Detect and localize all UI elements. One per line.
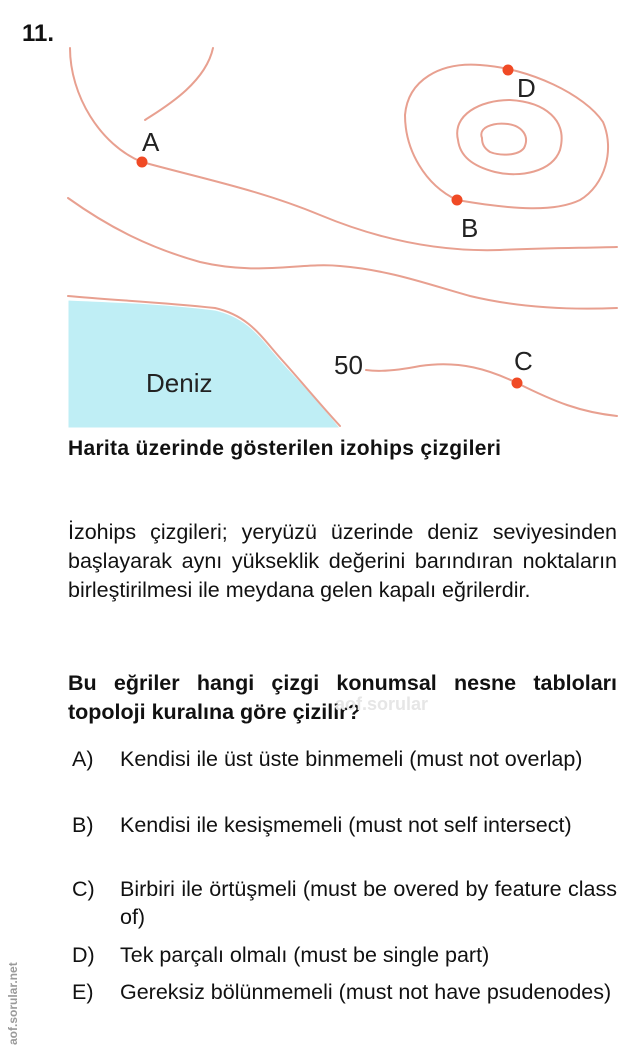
question-text: Bu eğriler hangi çizgi konumsal nesne tabloları topoloji kuralına göre çizilir?	[68, 671, 617, 724]
contour-line	[68, 198, 617, 309]
point-a-label: A	[142, 127, 160, 157]
option-text: Kendisi ile üst üste binmemeli (must not overlap)	[120, 747, 583, 771]
option-text: Birbiri ile örtüşmeli (must be overed by feature class of)	[120, 877, 617, 929]
contour-line	[145, 48, 213, 120]
center-watermark: aof.sorular	[335, 694, 429, 714]
sea-area	[68, 300, 340, 428]
sea-label: Deniz	[146, 368, 213, 398]
point-c-marker	[512, 378, 523, 389]
point-d-label: D	[517, 73, 536, 103]
question-number: 11.	[22, 20, 55, 47]
option-letter: A)	[72, 747, 94, 771]
point-b-marker	[452, 195, 463, 206]
contour-line	[457, 100, 561, 174]
option-text: Tek parçalı olmalı (must be single part)	[120, 943, 490, 967]
contour-value-label: 50	[334, 350, 363, 380]
option-text: Gereksiz bölünmemeli (must not have psudenodes)	[120, 980, 612, 1004]
side-watermark: aof.sorular.net	[6, 962, 20, 1045]
contour-line	[366, 364, 617, 416]
map-caption: Harita üzerinde gösterilen izohips çizgileri	[68, 437, 502, 460]
contour-line	[481, 124, 526, 155]
point-d-marker	[503, 65, 514, 76]
point-b-label: B	[461, 213, 479, 243]
option-letter: B)	[72, 813, 94, 837]
option-text: Kendisi ile kesişmemeli (must not self intersect)	[120, 813, 572, 837]
point-a-marker	[137, 157, 148, 168]
contour-line	[405, 65, 608, 209]
option-letter: D)	[72, 943, 95, 967]
description-paragraph: İzohips çizgileri; yeryüzü üzerinde deniz seviyesinden başlayarak aynı yükseklik değerini barındıran noktaların birleştirilmesi ile meydana gelen kapalı eğrilerdir.	[68, 520, 617, 602]
option-letter: E)	[72, 980, 94, 1004]
option-letter: C)	[72, 877, 95, 901]
contour-map	[0, 0, 641, 435]
point-c-label: C	[514, 346, 533, 376]
